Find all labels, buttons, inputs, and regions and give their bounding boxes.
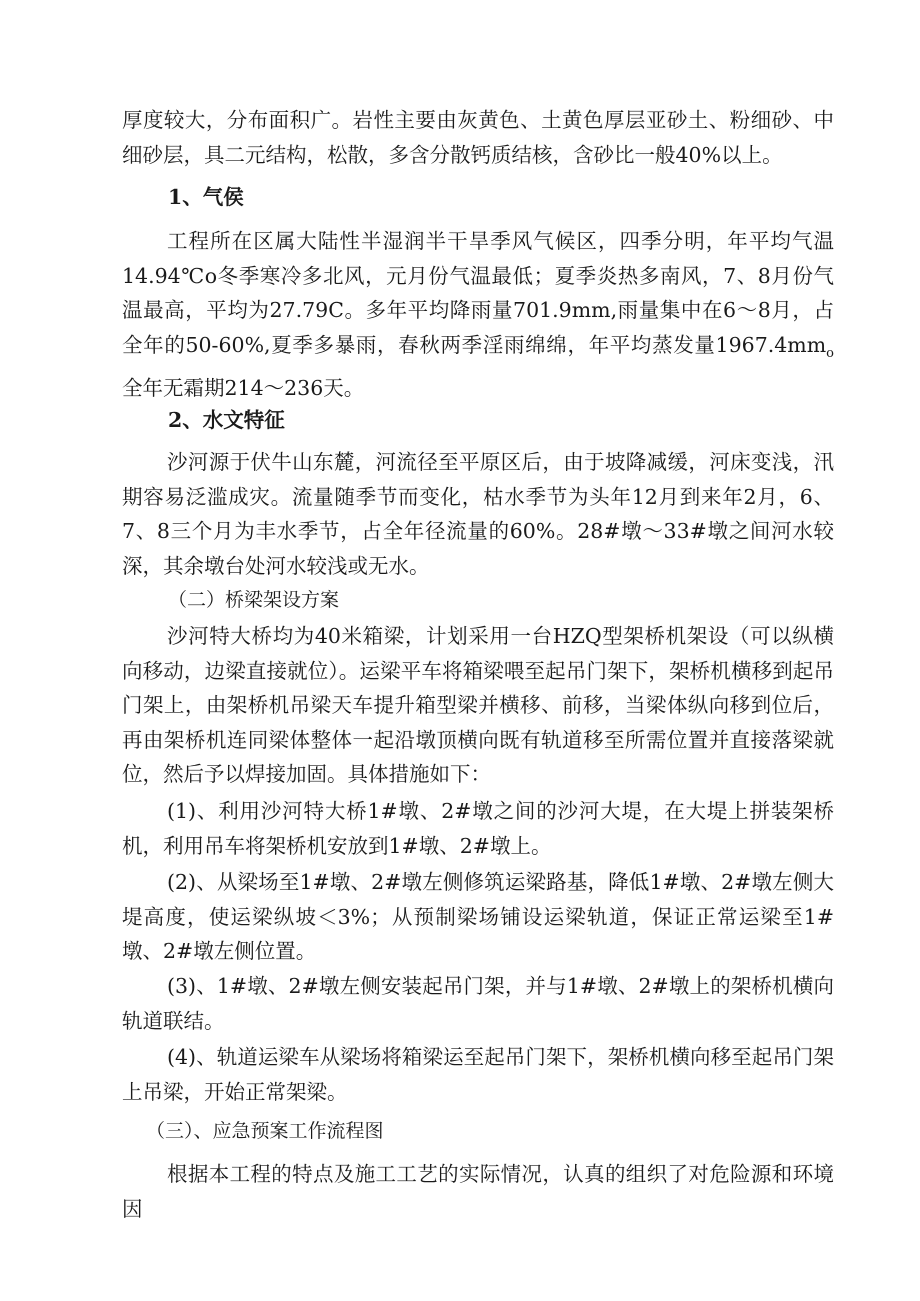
paragraph-intro: 厚度较大，分布面积广。岩性主要由灰黄色、土黄色厚层亚砂土、粉细砂、中细砂层，具二元结构，松散，多含分散钙质结核，含砂比一般40%以上。 — [122, 108, 834, 167]
paragraph-bridge-plan: 沙河特大桥均为40米箱梁，计划采用一台HZQ型架桥机架设（可以纵横向移动，边梁直接就位）。运梁平车将箱梁喂至起吊门架下，架桥机横移到起吊门架上，由架桥机吊梁天车提升箱型梁并横移、前移，当梁体纵向移到位后，再由架桥机连同梁体整体一起沿墩顶横向既有轨道移至所需位置并直接落梁就位，然后予以焊接加固。具体措施如下： — [122, 624, 834, 786]
list-item-2: (2)、从梁场至1#墩、2#墩左侧修筑运梁路基，降低1#墩、2#墩左侧大堤高度，使运梁纵坡＜3%；从预制梁场铺设运梁轨道，保证正常运梁至1#墩、2#墩左侧位置。 — [122, 870, 834, 963]
heading-bridge-plan: （二）桥梁架设方案 — [168, 589, 340, 611]
list-item-1: (1)、利用沙河特大桥1#墩、2#墩之间的沙河大堤，在大堤上拼装架桥机，利用吊车将架桥机安放到1#墩、2#墩上。 — [122, 799, 834, 858]
list-item-4: (4)、轨道运梁车从梁场将箱梁运至起吊门架下，架桥机横向移至起吊门架上吊梁，开始正常架梁。 — [122, 1045, 834, 1104]
paragraph-climate-text: 工程所在区属大陆性半湿润半干旱季风气候区，四季分明，年平均气温14.94℃o冬季寒冷多北风，元月份气温最低；夏季炎热多南风，7、8月份气温最高，平均为27.79C。多年平均降雨量701.9mm,雨量集中在6～8月，占全年的50-60%,夏季多暴雨，春秋两季淫雨绵绵，年平均蒸发量1967.4mm — [122, 229, 834, 357]
paragraph-climate-tail: 全年无霜期214～236天。 — [122, 376, 365, 401]
heading-hydrology: 2、水文特征 — [168, 408, 285, 432]
list-item-3: (3)、1#墩、2#墩左侧安装起吊门架，并与1#墩、2#墩上的架桥机横向轨道联结。 — [122, 974, 834, 1033]
heading-emergency-flowchart: （三）、应急预案工作流程图 — [146, 1120, 384, 1142]
paragraph-emergency: 根据本工程的特点及施工工艺的实际情况，认真的组织了对危险源和环境因 — [122, 1162, 834, 1221]
paragraph-climate-subscript: o — [826, 345, 834, 361]
heading-climate: 1、气侯 — [168, 185, 244, 209]
paragraph-climate — [122, 224, 834, 406]
paragraph-hydrology: 沙河源于伏牛山东麓，河流径至平原区后，由于坡降减缓，河床变浅，汛期容易泛滥成灾。流量随季节而变化，枯水季节为头年12月到来年2月，6、7、8三个月为丰水季节，占全年径流量的60%。28#墩～33#墩之间河水较深，其余墩台处河水较浅或无水。 — [122, 450, 834, 578]
